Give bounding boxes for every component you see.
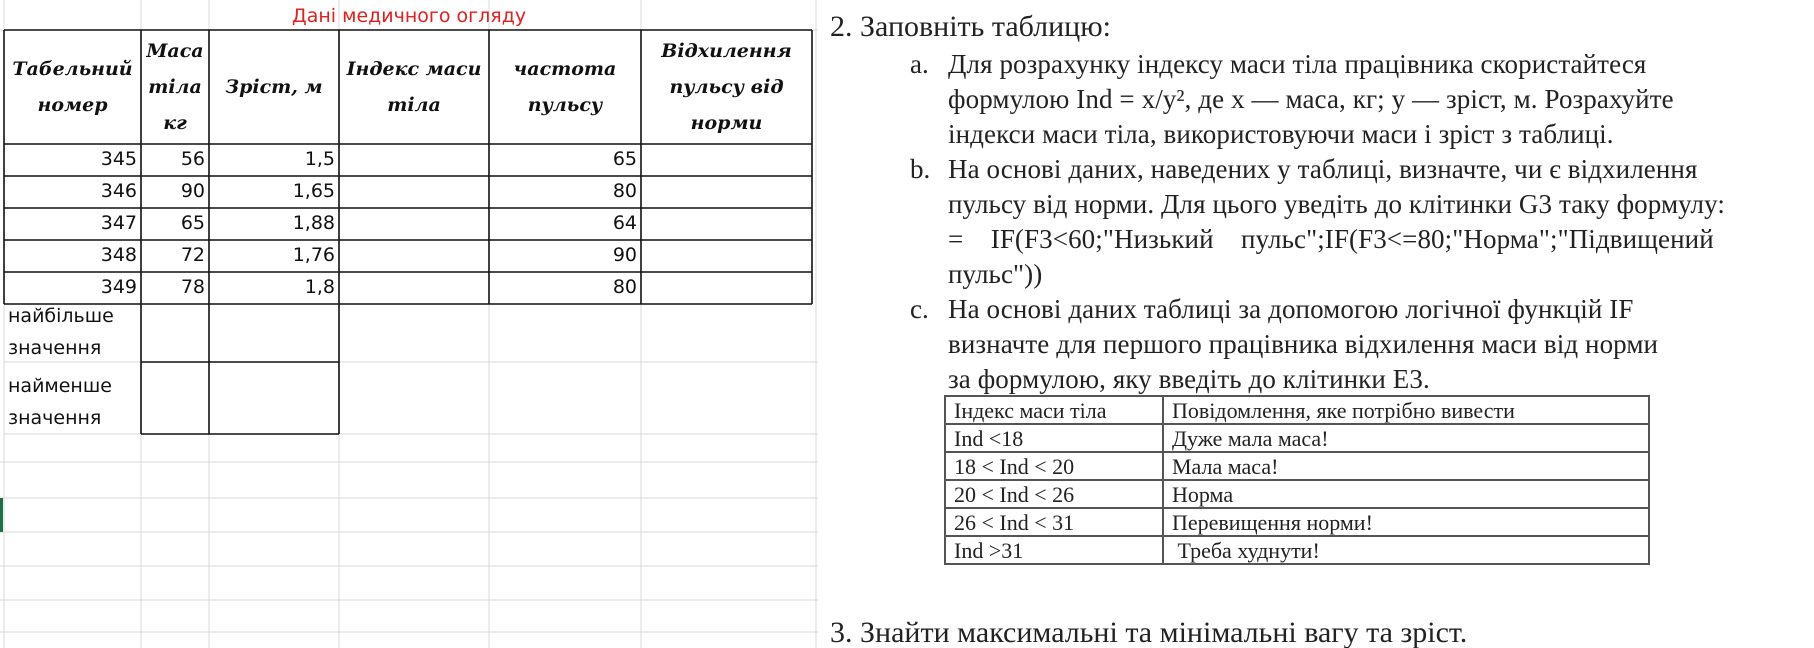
item-a-line: індекси маси тіла, використовуючи маси і зріст з таблиці.: [948, 119, 1614, 149]
item-b-line: пульс")): [948, 259, 1043, 289]
header-cell-tabel[interactable]: [4, 30, 141, 144]
table-row: [945, 536, 1649, 564]
header-label: Маса тіла кг: [146, 40, 204, 134]
header-cell-mass[interactable]: [141, 30, 209, 144]
task-2-heading: 2. Заповніть таблицю:: [830, 10, 1111, 43]
table-row: [945, 508, 1649, 536]
cell-mass[interactable]: 65: [180, 212, 205, 234]
table-row: [945, 424, 1649, 452]
table-cell: Ind <18: [945, 424, 1163, 452]
table-cell: Норма: [1163, 480, 1649, 508]
cell-bmi[interactable]: [339, 176, 489, 206]
cell-deviation[interactable]: [641, 240, 812, 270]
max-label-line2: значення: [8, 337, 102, 359]
cell-height[interactable]: 1,5: [304, 148, 335, 170]
cell-id[interactable]: 349: [100, 276, 137, 298]
cell-deviation[interactable]: [641, 272, 812, 302]
cell-bmi[interactable]: [339, 272, 489, 302]
min-value-label[interactable]: [4, 370, 141, 434]
cell-deviation[interactable]: [641, 144, 812, 174]
cell-bmi[interactable]: [339, 240, 489, 270]
table-cell: Дуже мала маса!: [1163, 424, 1649, 452]
header-cell-height[interactable]: [209, 30, 339, 144]
cell-deviation[interactable]: [641, 176, 812, 206]
header-cell-bmi[interactable]: [339, 30, 489, 144]
header-label: Зріст, м: [225, 76, 323, 98]
item-a-letter: a.: [910, 49, 929, 79]
cell-pulse[interactable]: 65: [612, 148, 637, 170]
table-row: [945, 452, 1649, 480]
task-3-heading: 3. Знайти максимальні та мінімальні вагу та зріст.: [830, 616, 1468, 648]
min-label-line2: значення: [8, 407, 102, 429]
table-cell: Перевищення норми!: [1163, 508, 1649, 536]
header-label: Відхилення пульсу від норми: [661, 40, 792, 134]
max-label-line1: найбільше: [8, 305, 114, 327]
cell-pulse[interactable]: 80: [612, 276, 637, 298]
item-c-letter: c.: [910, 294, 929, 324]
header-cell-deviation[interactable]: [641, 30, 812, 144]
cell-id[interactable]: 347: [100, 212, 137, 234]
cell-id[interactable]: 346: [100, 180, 137, 202]
cell-height[interactable]: 1,65: [292, 180, 335, 202]
cell-mass[interactable]: 90: [180, 180, 205, 202]
header-label: Індекс маси тіла: [346, 58, 482, 116]
cell-pulse[interactable]: 80: [612, 180, 637, 202]
cell-mass[interactable]: 78: [180, 276, 205, 298]
cell-id[interactable]: 348: [100, 244, 137, 266]
cell-height[interactable]: 1,76: [292, 244, 335, 266]
item-b-line: пульсу від норми. Для цього уведіть до клітинки G3 таку формулу:: [948, 189, 1725, 219]
item-b-line: На основі даних, наведених у таблиці, визначте, чи є відхилення: [948, 154, 1698, 184]
cell-id[interactable]: 345: [100, 148, 137, 170]
cell-pulse[interactable]: 90: [612, 244, 637, 266]
table-row: [945, 480, 1649, 508]
assignment-document: [818, 0, 1814, 648]
max-value-label[interactable]: [4, 300, 141, 362]
bmi-rules-table: [944, 395, 1650, 565]
item-c-line: за формулою, яку введіть до клітинки E3.: [948, 364, 1430, 394]
table-cell: 26 < Ind < 31: [945, 508, 1163, 536]
cell-bmi[interactable]: [339, 208, 489, 238]
header-label: частота пульсу: [513, 58, 617, 116]
cell-mass[interactable]: 72: [180, 244, 205, 266]
table-cell: 20 < Ind < 26: [945, 480, 1163, 508]
cell-height[interactable]: 1,88: [292, 212, 335, 234]
item-a-line: Для розрахунку індексу маси тіла працівника скористайтеся: [948, 49, 1647, 79]
item-c-line: На основі даних таблиці за допомогою логічної функцій IF: [948, 294, 1634, 324]
table-cell: 18 < Ind < 20: [945, 452, 1163, 480]
sheet-title: Дані медичного огляду: [291, 5, 527, 27]
cell-pulse[interactable]: 64: [612, 212, 637, 234]
table-cell: Мала маса!: [1163, 452, 1649, 480]
cell-bmi[interactable]: [339, 144, 489, 174]
item-b-letter: b.: [910, 154, 931, 184]
table-cell: Треба худнути!: [1163, 536, 1649, 564]
cell-mass[interactable]: 56: [180, 148, 205, 170]
table-header-row: [945, 396, 1649, 424]
cell-deviation[interactable]: [641, 208, 812, 238]
table-cell: Ind >31: [945, 536, 1163, 564]
header-label: Табельний номер: [12, 58, 133, 116]
cell-height[interactable]: 1,8: [304, 276, 335, 298]
item-c-line: визначте для першого працівника відхилення маси від норми: [948, 329, 1659, 359]
table-header-cell: Повідомлення, яке потрібно вивести: [1163, 396, 1649, 424]
item-b-formula: = IF(F3<60;"Низький пульс";IF(F3<=80;"Норма";"Підвищений: [948, 224, 1714, 254]
header-cell-pulse[interactable]: [489, 30, 641, 144]
table-header-cell: Індекс маси тіла: [945, 396, 1163, 424]
spreadsheet: [0, 0, 818, 648]
item-a-line: формулою Ind = x/y², де x — маса, кг; y — зріст, м. Розрахуйте: [948, 84, 1674, 114]
active-cell-indicator: [0, 498, 3, 532]
min-label-line1: найменше: [8, 375, 112, 397]
